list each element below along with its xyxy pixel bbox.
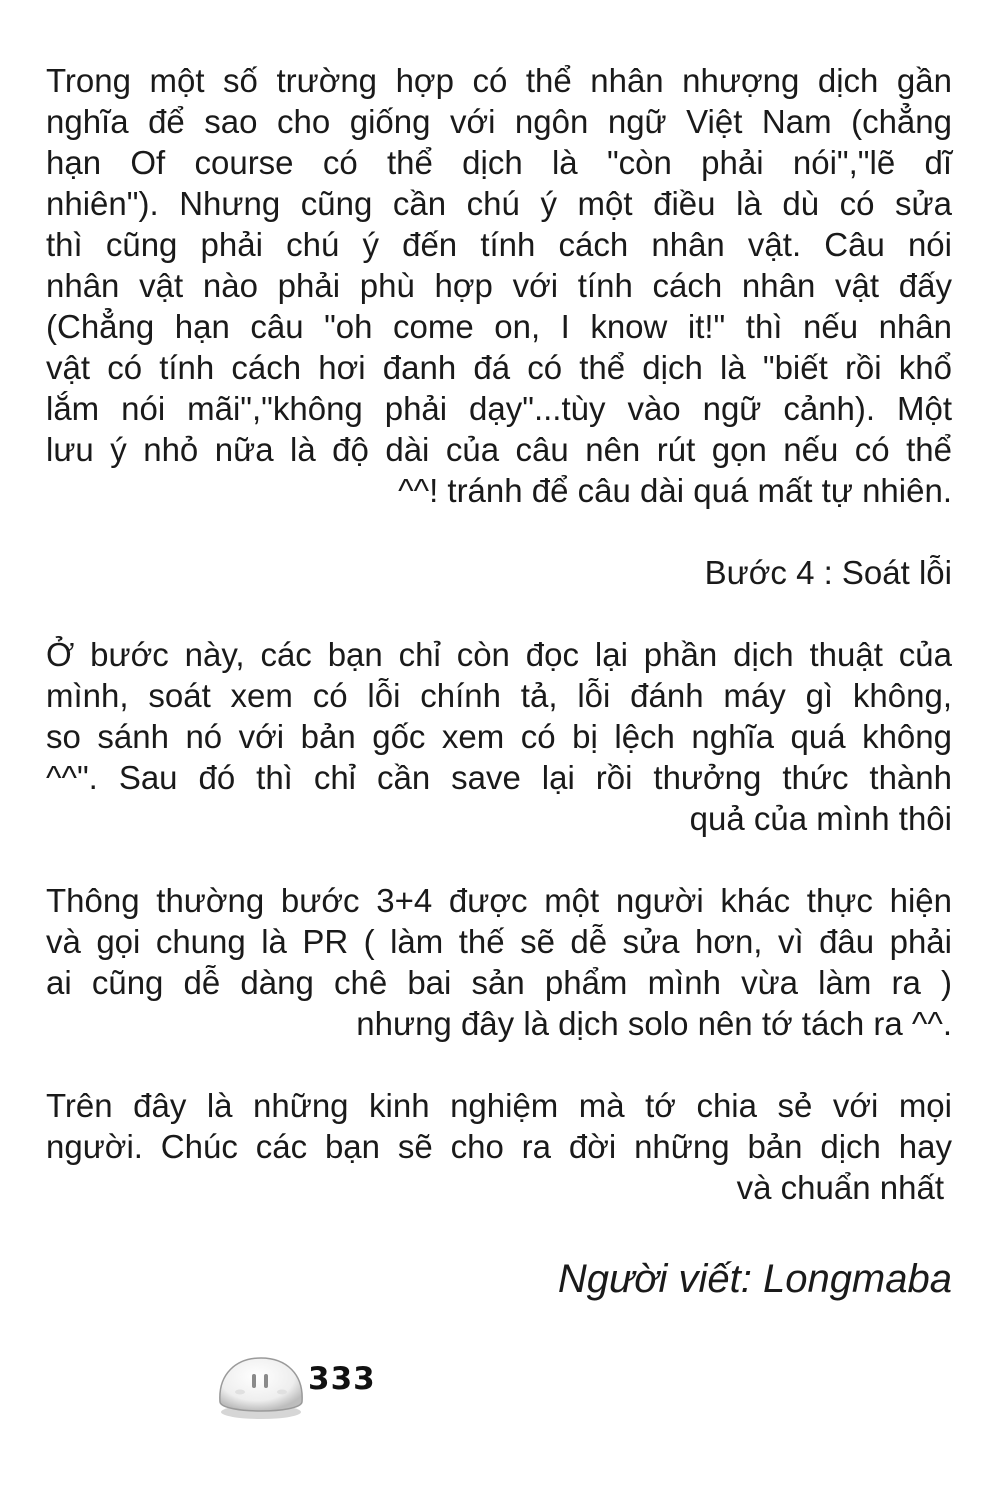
text-line: và gọi chung là PR ( làm thế sẽ dễ sửa hơn, vì đâu phải — [46, 923, 952, 960]
paragraph-spacer — [46, 1208, 952, 1254]
text-line: (Chẳng hạn câu "oh come on, I know it!" thì nếu nhân — [46, 308, 952, 345]
text-line: hạn Of course có thể dịch là "còn phải nói","lẽ dĩ — [46, 144, 952, 181]
text-line: Ở bước này, các bạn chỉ còn đọc lại phần dịch thuật của — [46, 636, 952, 673]
text-line: Trong một số trường hợp có thể nhân nhượng dịch gần — [46, 62, 952, 99]
text-line: so sánh nó với bản gốc xem có bị lệch nghĩa quá không — [46, 718, 952, 755]
text-line: mình, soát xem có lỗi chính tả, lỗi đánh máy gì không, — [46, 677, 952, 714]
text-line: thì cũng phải chú ý đến tính cách nhân vật. Câu nói — [46, 226, 952, 263]
paragraph-translation-tips — [46, 60, 952, 511]
text-line: lưu ý nhỏ nữa là độ dài của câu nên rút gọn nếu có thể — [46, 431, 952, 468]
text-line: nhiên"). Nhưng cũng cần chú ý một điều là dù có sửa — [46, 185, 952, 222]
text-line: Thông thường bước 3+4 được một người khác thực hiện — [46, 882, 952, 919]
paragraph-spacer — [46, 511, 952, 552]
text-line: ^^". Sau đó thì chỉ cần save lại rồi thưởng thức thành — [46, 759, 952, 796]
step-4-heading: Bước 4 : Soát lỗi — [704, 554, 952, 591]
paragraph-spacer — [46, 593, 952, 634]
text-line: nhưng đây là dịch solo nên tớ tách ra ^^. — [356, 1005, 952, 1042]
paragraph-spacer — [46, 839, 952, 880]
text-line: vật có tính cách hơi đanh đá có thể dịch là "biết rồi khổ — [46, 349, 952, 386]
text-line: người. Chúc các bạn sẽ cho ra đời những bản dịch hay — [46, 1128, 952, 1165]
author-signature: Người viết: Longmaba — [557, 1257, 952, 1301]
text-line: và chuẩn nhất — [736, 1169, 944, 1206]
text-line: ^^! tránh để câu dài quá mất tự nhiên. — [398, 472, 952, 509]
paragraph-spacer — [46, 1044, 952, 1085]
paragraph-closing — [46, 1085, 952, 1208]
text-line: nghĩa để sao cho giống với ngôn ngữ Việt Nam (chẳng — [46, 103, 952, 140]
page-number: 333 — [308, 1361, 376, 1397]
text-line: quả của mình thôi — [689, 800, 952, 837]
paragraph-pr-note — [46, 880, 952, 1044]
document-page — [46, 60, 952, 1304]
text-line: nhân vật nào phải phù hợp với tính cách nhân vật đấy — [46, 267, 952, 304]
text-line: ai cũng dễ dàng chê bai sản phẩm mình vừa làm ra ) — [46, 964, 952, 1001]
paragraph-proofreading — [46, 634, 952, 839]
text-line: Trên đây là những kinh nghiệm mà tớ chia sẻ với mọi — [46, 1087, 952, 1124]
text-line: lắm nói mãi","không phải dạy"...tùy vào ngữ cảnh). Một — [46, 390, 952, 427]
